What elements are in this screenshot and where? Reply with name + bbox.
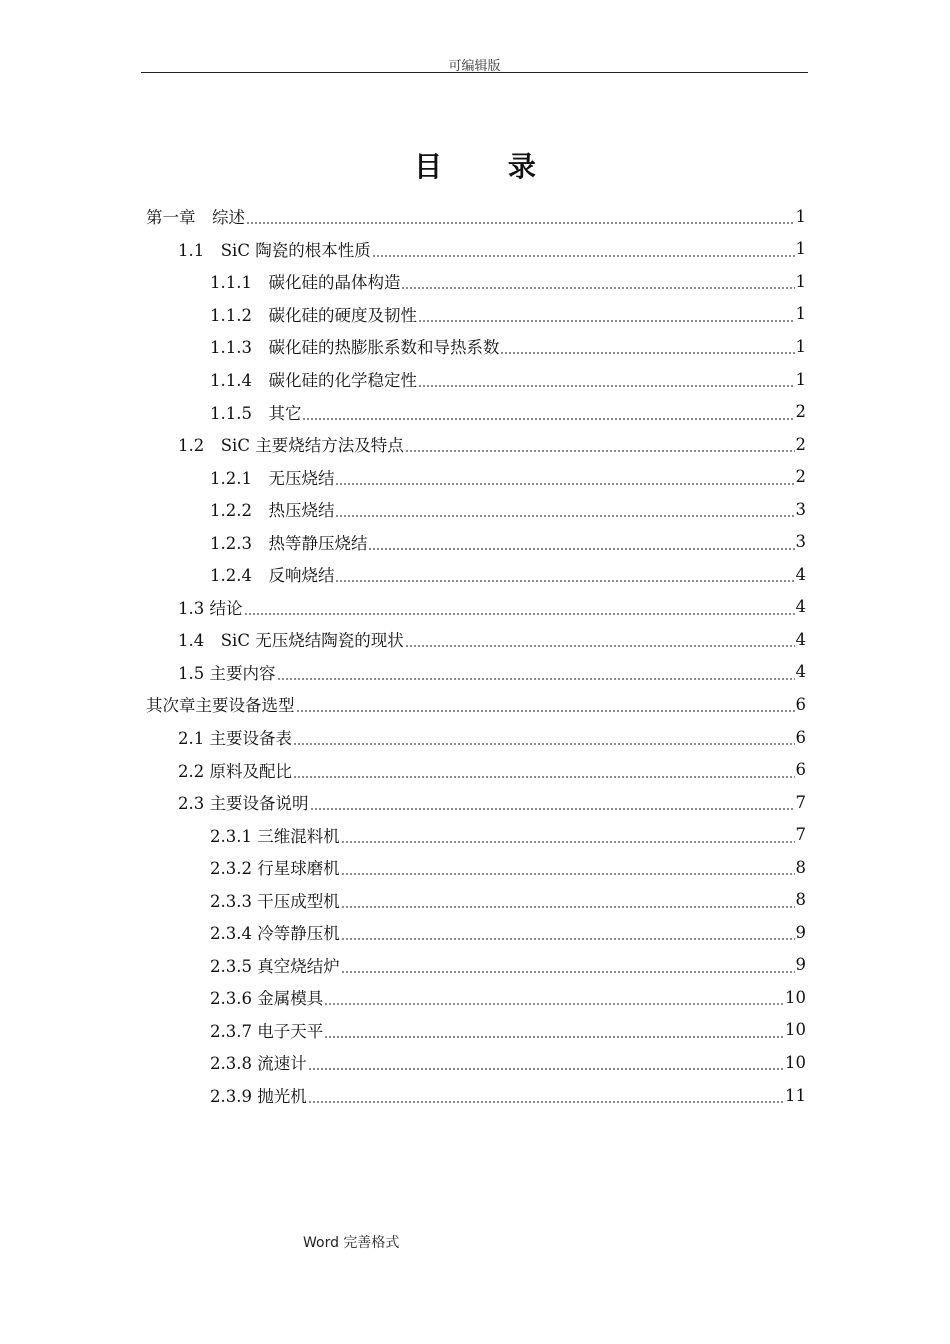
toc-entry[interactable]: [146, 721, 806, 754]
toc-entry[interactable]: [146, 1079, 806, 1112]
toc-entry[interactable]: [146, 428, 806, 461]
toc-entry-label: 其次章主要设备选型: [146, 696, 295, 716]
toc-entry-label: 2.3.2 行星球磨机: [210, 859, 340, 879]
page-footer: Word 完善格式: [303, 1235, 400, 1251]
toc-leader-dots: [372, 246, 795, 258]
toc-entry-page: 6: [795, 727, 806, 747]
toc-entry-page: 8: [795, 857, 806, 877]
toc-entry[interactable]: [146, 818, 806, 851]
toc-entry-page: 9: [795, 922, 806, 942]
toc-entry-page: 4: [795, 597, 806, 617]
toc-entry[interactable]: [146, 753, 806, 786]
toc-entry-page: 4: [795, 662, 806, 682]
toc-leader-dots: [418, 376, 795, 388]
toc-entry-page: 9: [795, 955, 806, 975]
toc-leader-dots: [293, 734, 795, 746]
toc-entry-page: 2: [795, 434, 806, 454]
toc-leader-dots: [500, 343, 794, 355]
toc-entry[interactable]: [146, 265, 806, 298]
toc-leader-dots: [335, 571, 794, 583]
toc-entry-label: 第一章 综述: [146, 208, 245, 228]
toc-entry[interactable]: [146, 883, 806, 916]
toc-leader-dots: [405, 636, 795, 648]
toc-entry-label: 1.2 SiC 主要烧结方法及特点: [178, 436, 404, 456]
toc-entry[interactable]: [146, 591, 806, 624]
toc-leader-dots: [293, 767, 795, 779]
toc-entry-page: 10: [785, 1052, 806, 1072]
toc-entry-label: 1.1.4 碳化硅的化学稳定性: [210, 371, 417, 390]
toc-leader-dots: [341, 897, 795, 909]
toc-entry[interactable]: [146, 1014, 806, 1047]
toc-entry[interactable]: [146, 558, 806, 591]
toc-leader-dots: [341, 864, 795, 876]
toc-entry-label: 1.2.3 热等静压烧结: [210, 533, 368, 553]
toc-entry-page: 3: [795, 499, 806, 519]
toc-leader-dots: [401, 278, 794, 290]
toc-entry-page: 3: [795, 532, 806, 552]
toc-entry[interactable]: [146, 623, 806, 656]
toc-leader-dots: [341, 929, 795, 941]
toc-entry-page: 2: [795, 467, 806, 487]
toc-leader-dots: [310, 799, 795, 811]
toc-entry-page: 8: [795, 890, 806, 910]
toc-entry-page: 4: [795, 564, 806, 584]
toc-entry[interactable]: [146, 656, 806, 689]
toc-entry[interactable]: [146, 851, 806, 884]
toc-entry-page: 1: [795, 304, 806, 324]
toc-leader-dots: [335, 506, 794, 518]
toc-entry[interactable]: [146, 1046, 806, 1079]
toc-entry-label: 2.3.8 流速计: [210, 1054, 307, 1074]
toc-entry[interactable]: [146, 200, 806, 233]
page-header: 可编辑版: [448, 59, 501, 74]
toc-leader-dots: [341, 962, 795, 974]
toc-entry-page: 1: [795, 206, 806, 226]
toc-entry-label: 1.4 SiC 无压烧结陶瓷的现状: [178, 631, 404, 651]
toc-entry-label: 1.1 SiC 陶瓷的根本性质: [178, 240, 371, 260]
toc-entry-page: 1: [795, 239, 806, 259]
toc-entry-label: 2.3.6 金属模具: [210, 989, 324, 1009]
toc-leader-dots: [341, 832, 795, 844]
toc-leader-dots: [244, 604, 795, 616]
toc-leader-dots: [324, 994, 784, 1006]
toc-entry-page: 7: [795, 792, 806, 812]
toc-entry-label: 2.3.1 三维混料机: [210, 826, 340, 846]
page-title: 目 录: [414, 150, 564, 183]
toc-entry-label: 1.1.1 碳化硅的晶体构造: [210, 273, 401, 293]
toc-entry-label: 1.5 主要内容: [178, 663, 276, 683]
toc-entry-label: 2.3.5 真空烧结炉: [210, 956, 340, 976]
toc-entry-label: 1.3 结论: [178, 598, 243, 618]
toc-entry-page: 10: [785, 1020, 806, 1040]
table-of-contents: [146, 200, 806, 1111]
toc-entry-label: 2.3.7 电子天平: [210, 1021, 324, 1041]
toc-entry-page: 2: [795, 402, 806, 422]
toc-entry-label: 1.2.1 无压烧结: [210, 468, 335, 488]
toc-entry[interactable]: [146, 298, 806, 331]
toc-entry-label: 1.1.3 碳化硅的热膨胀系数和导热系数: [210, 338, 500, 358]
toc-entry[interactable]: [146, 949, 806, 982]
toc-entry-page: 1: [795, 336, 806, 356]
toc-leader-dots: [302, 409, 794, 421]
toc-leader-dots: [308, 1059, 784, 1071]
toc-entry-label: 2.2 原料及配比: [178, 761, 292, 781]
toc-entry-page: 7: [795, 825, 806, 845]
toc-entry[interactable]: [146, 233, 806, 266]
toc-entry-page: 1: [795, 271, 806, 291]
toc-entry-label: 2.3 主要设备说明: [178, 794, 309, 814]
toc-entry[interactable]: [146, 981, 806, 1014]
header-rule: [141, 72, 808, 73]
toc-leader-dots: [308, 1092, 784, 1104]
toc-entry-label: 1.2.2 热压烧结: [210, 501, 335, 521]
toc-entry-label: 2.3.4 冷等静压机: [210, 924, 340, 944]
toc-leader-dots: [296, 701, 795, 713]
toc-entry-page: 6: [795, 694, 806, 714]
toc-entry[interactable]: [146, 330, 806, 363]
toc-leader-dots: [324, 1027, 784, 1039]
toc-leader-dots: [246, 213, 795, 225]
toc-entry[interactable]: [146, 786, 806, 819]
toc-leader-dots: [368, 539, 794, 551]
toc-entry-label: 1.1.5 其它: [210, 403, 302, 423]
toc-entry[interactable]: [146, 525, 806, 558]
toc-entry-label: 2.3.3 干压成型机: [210, 891, 340, 911]
toc-entry[interactable]: [146, 363, 806, 396]
toc-entry-page: 11: [785, 1085, 806, 1105]
toc-leader-dots: [418, 311, 795, 323]
toc-entry-page: 10: [785, 987, 806, 1007]
toc-entry[interactable]: [146, 916, 806, 949]
toc-leader-dots: [335, 474, 794, 486]
toc-entry[interactable]: [146, 493, 806, 526]
toc-entry[interactable]: [146, 688, 806, 721]
toc-entry[interactable]: [146, 395, 806, 428]
toc-entry-page: 1: [795, 369, 806, 389]
toc-leader-dots: [277, 669, 795, 681]
toc-entry-page: 6: [795, 760, 806, 780]
toc-entry-label: 1.1.2 碳化硅的硬度及韧性: [210, 305, 417, 325]
toc-entry-page: 4: [795, 629, 806, 649]
toc-entry-label: 2.3.9 抛光机: [210, 1087, 307, 1107]
toc-entry[interactable]: [146, 460, 806, 493]
toc-leader-dots: [405, 441, 795, 453]
toc-entry-label: 1.2.4 反响烧结: [210, 566, 335, 586]
toc-entry-label: 2.1 主要设备表: [178, 729, 292, 749]
